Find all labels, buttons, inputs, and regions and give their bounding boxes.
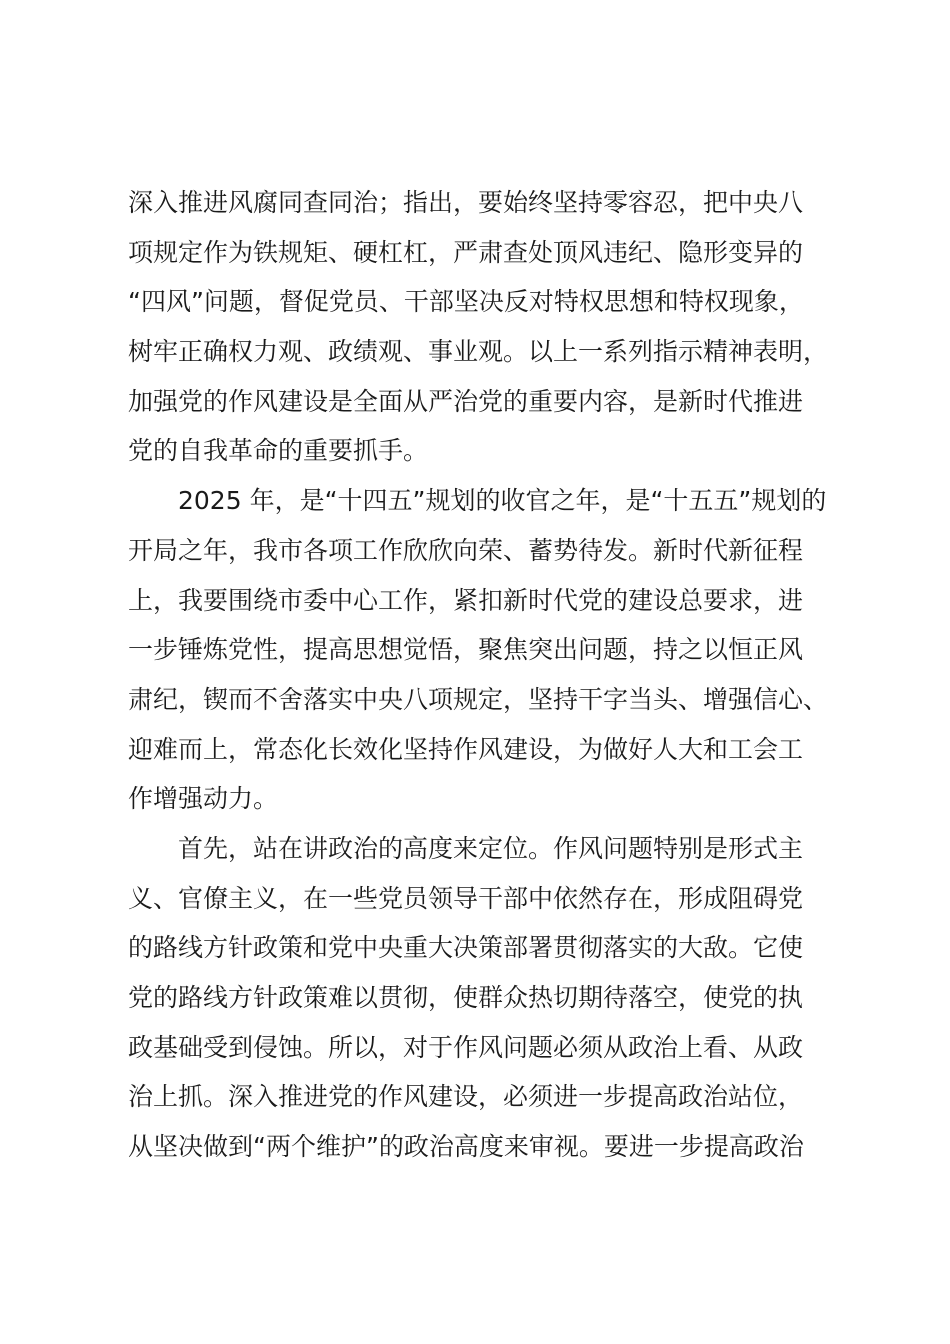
paragraph-line: 作增强动力。 [128,784,279,814]
paragraph-line: 深入推进风腐同查同治；指出，要始终坚持零容忍，把中央八 [128,188,804,217]
paragraph-first-line: 2025 年，是“十四五”规划的收官之年，是“十五五”规划的 [178,486,827,516]
paragraph-line: 义、官僚主义，在一些党员领导干部中依然存在，形成阻碍党 [128,883,804,913]
paragraph-line: 迎难而上，常态化长效化坚持作风建设，为做好人大和工会工 [128,734,804,764]
paragraph-line: 一步锤炼党性，提高思想觉悟，聚焦突出问题，持之以恒正风 [128,635,804,665]
paragraph-line: 政基础受到侵蚀。所以，对于作风问题必须从政治上看、从政 [128,1032,804,1062]
paragraph-line: 党的自我革命的重要抓手。 [128,436,429,466]
paragraph-line: 党的路线方针政策难以贯彻，使群众热切期待落空，使党的执 [128,983,804,1012]
paragraph-line: 开局之年，我市各项工作欣欣向荣、蓄势待发。新时代新征程 [128,535,804,565]
paragraph-line: 项规定作为铁规矩、硬杠杠，严肃查处顶风违纪、隐形变异的 [128,237,804,267]
paragraph-line: 的路线方针政策和党中央重大决策部署贯彻落实的大敌。它使 [128,933,804,963]
paragraph-line: 治上抓。深入推进党的作风建设，必须进一步提高政治站位， [128,1082,804,1112]
paragraph-first-line: 首先，站在讲政治的高度来定位。作风问题特别是形式主 [178,833,804,863]
document-body [128,178,848,1172]
paragraph-line: 树牢正确权力观、政绩观、事业观。以上一系列指示精神表明， [128,337,829,367]
paragraph-line: 肃纪，锲而不舍落实中央八项规定，坚持干字当头、增强信心、 [128,684,829,714]
paragraph-line: 从坚决做到“两个维护”的政治高度来审视。要进一步提高政治 [128,1132,804,1162]
paragraph-line: “四风”问题，督促党员、干部坚决反对特权思想和特权现象， [128,287,804,317]
paragraph-line: 加强党的作风建设是全面从严治党的重要内容，是新时代推进 [128,386,804,416]
paragraph-line: 上，我要围绕市委中心工作，紧扣新时代党的建设总要求，进 [128,585,804,615]
